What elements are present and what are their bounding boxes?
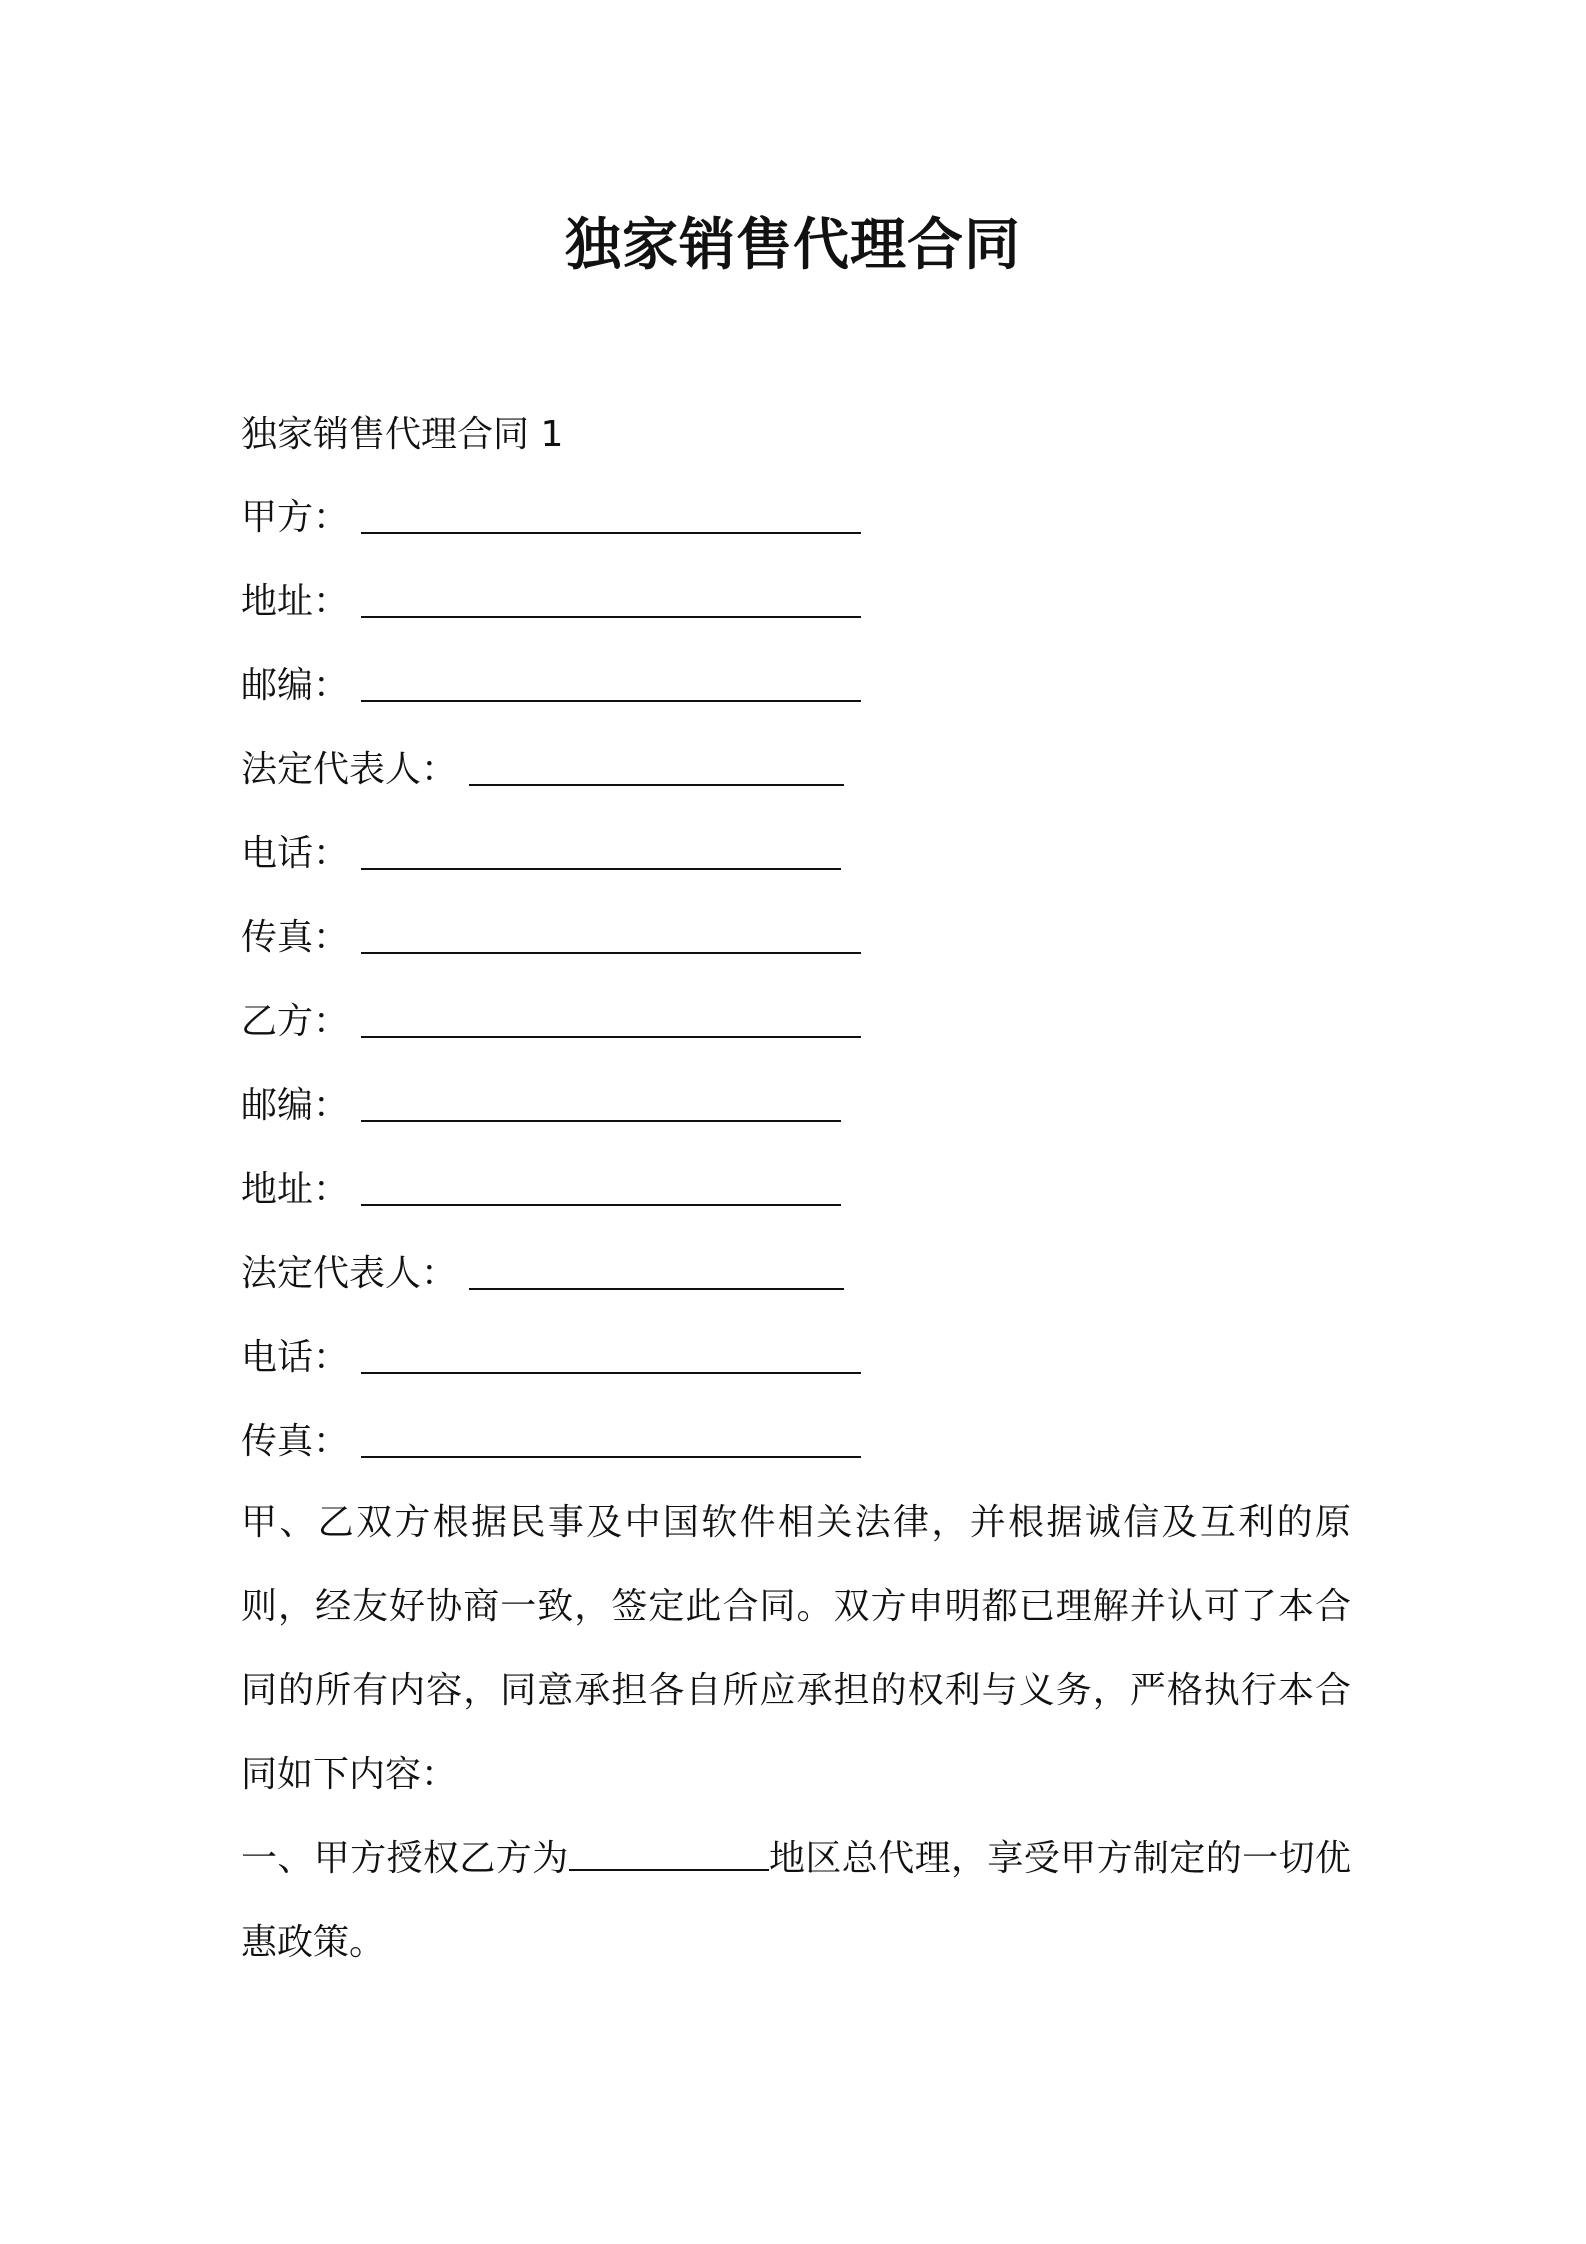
blank-line[interactable] bbox=[469, 1244, 844, 1290]
field-row-party-a-address bbox=[241, 572, 1351, 656]
field-label: 甲方： bbox=[241, 497, 350, 538]
field-row-party-a bbox=[241, 488, 1351, 572]
region-blank-line[interactable] bbox=[569, 1825, 769, 1871]
field-label: 传真： bbox=[241, 1421, 350, 1462]
blank-line[interactable] bbox=[469, 740, 844, 786]
field-row-party-b bbox=[241, 992, 1351, 1076]
field-row-party-a-fax bbox=[241, 908, 1351, 992]
field-label: 法定代表人： bbox=[241, 749, 458, 790]
preamble-paragraph: 甲、乙双方根据民事及中国软件相关法律，并根据诚信及互利的原则，经友好协商一致，签定此合同。双方申明都已理解并认可了本合同的所有内容，同意承担各自所应承担的权利与义务，严格执行本合同如下内容： bbox=[241, 1502, 1351, 1795]
blank-line[interactable] bbox=[361, 572, 861, 618]
field-label: 传真： bbox=[241, 917, 350, 958]
field-label: 电话： bbox=[241, 1337, 350, 1378]
blank-line[interactable] bbox=[361, 656, 861, 702]
field-row-party-b-postcode bbox=[241, 1076, 1351, 1160]
field-label: 法定代表人： bbox=[241, 1253, 458, 1294]
party-info-fields bbox=[241, 488, 1351, 1496]
field-label: 邮编： bbox=[241, 1085, 350, 1126]
blank-line[interactable] bbox=[361, 1076, 841, 1122]
field-row-party-b-phone bbox=[241, 1328, 1351, 1412]
blank-line[interactable] bbox=[361, 1328, 861, 1374]
field-row-party-a-representative bbox=[241, 740, 1351, 824]
field-row-party-a-postcode bbox=[241, 656, 1351, 740]
blank-line[interactable] bbox=[361, 488, 861, 534]
blank-line[interactable] bbox=[361, 824, 841, 870]
clause-1-suffix: 地区总代理，享受甲方制定的一切优惠政策。 bbox=[241, 1838, 1351, 1963]
blank-line[interactable] bbox=[361, 908, 861, 954]
clause-1-prefix: 一、甲方授权乙方为 bbox=[241, 1838, 569, 1879]
field-label: 地址： bbox=[241, 1169, 350, 1210]
blank-line[interactable] bbox=[361, 992, 861, 1038]
field-row-party-a-phone bbox=[241, 824, 1351, 908]
document-subtitle: 独家销售代理合同 1 bbox=[241, 414, 564, 455]
field-label: 电话： bbox=[241, 833, 350, 874]
field-row-party-b-address bbox=[241, 1160, 1351, 1244]
clause-1-paragraph bbox=[241, 1817, 1351, 1985]
blank-line[interactable] bbox=[361, 1412, 861, 1458]
document-title: 独家销售代理合同 bbox=[565, 213, 1021, 278]
blank-line[interactable] bbox=[361, 1160, 841, 1206]
field-label: 邮编： bbox=[241, 665, 350, 706]
field-label: 乙方： bbox=[241, 1001, 350, 1042]
field-row-party-b-representative bbox=[241, 1244, 1351, 1328]
field-label: 地址： bbox=[241, 581, 350, 622]
